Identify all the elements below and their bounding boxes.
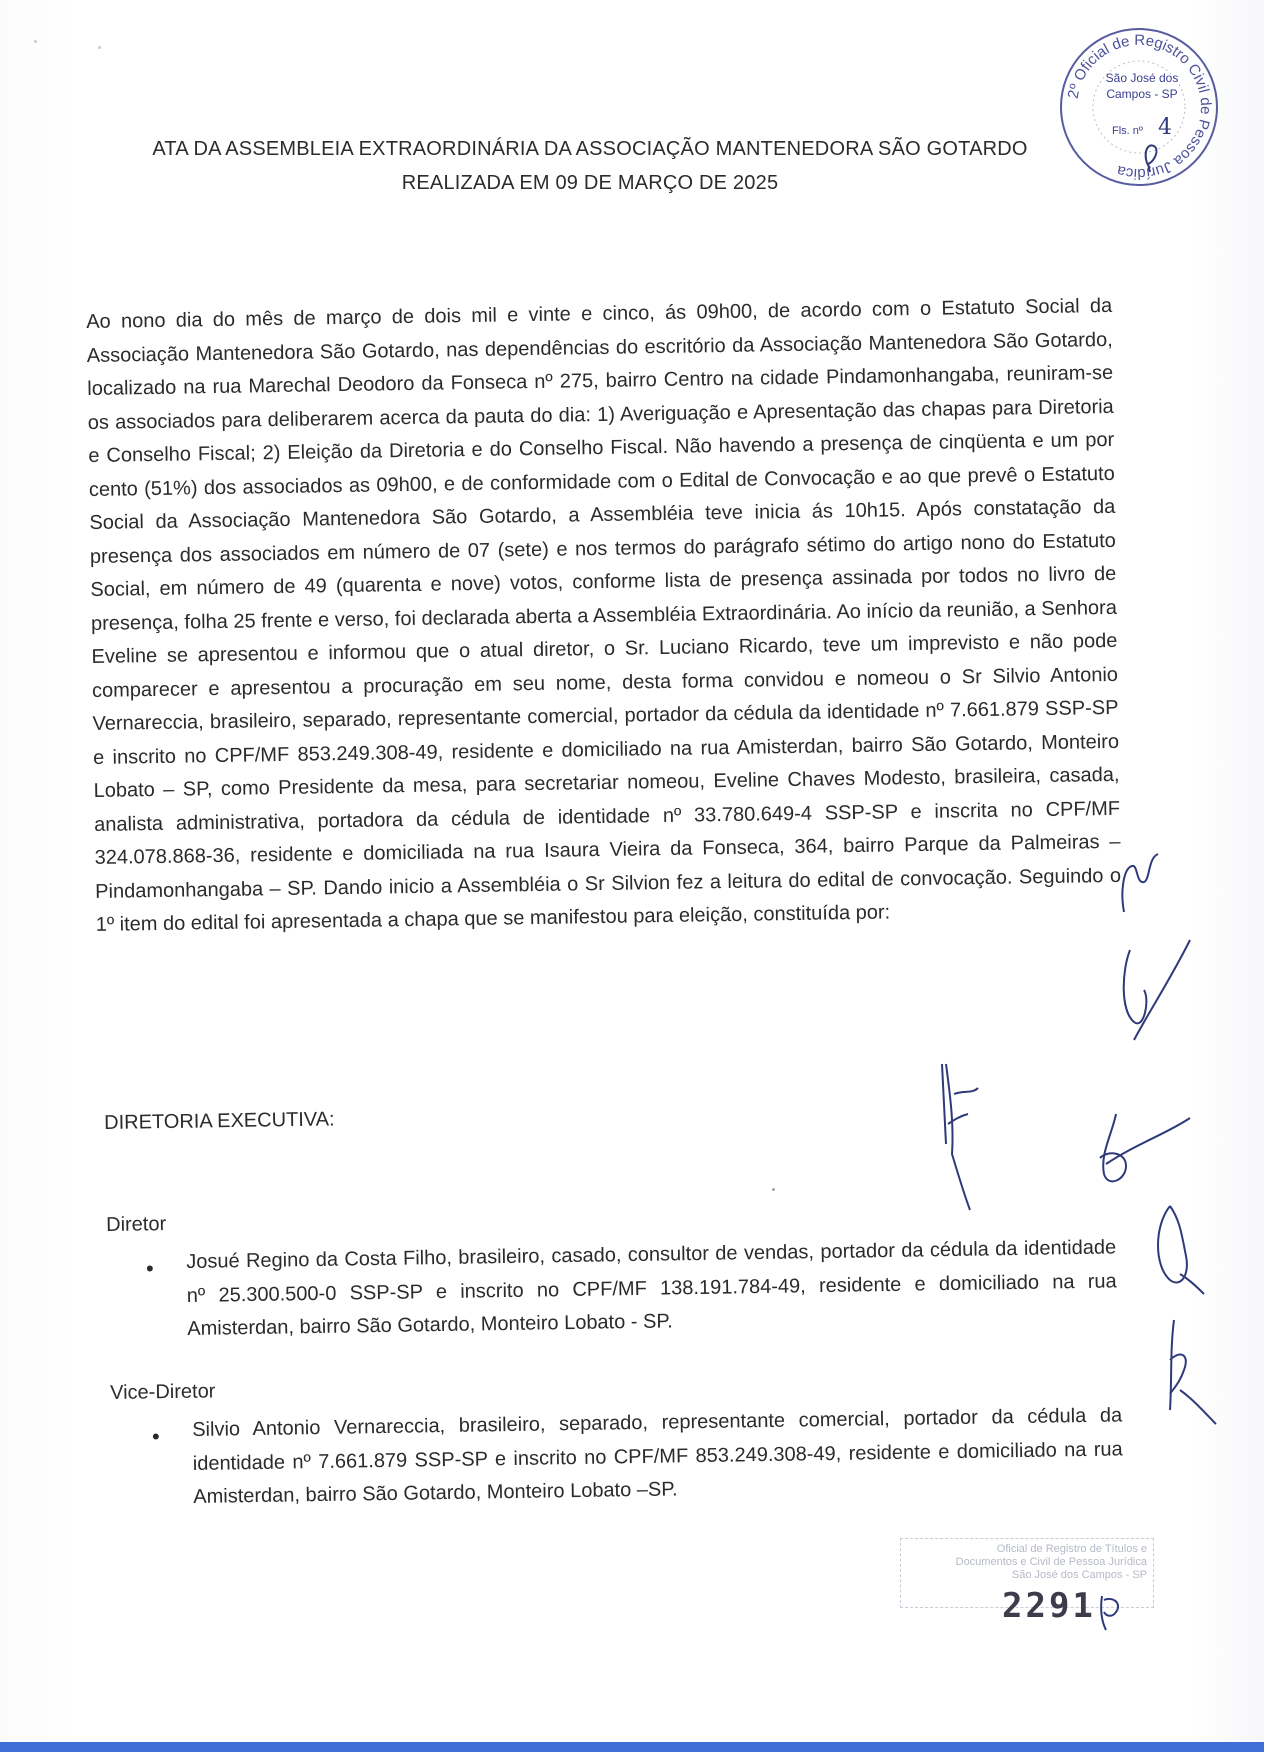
seal-city-line-1: São José dos	[1105, 71, 1179, 85]
minutes-body-paragraph: Ao nono dia do mês de março de dois mil e vinte e cinco, ás 09h00, de acordo com o Estatuto Social da Associação Mantenedora São Gotardo, nas dependências do escritório da Associação Mantenedora São Gotardo, localizado na rua Marechal Deodoro da Fonseca nº 275, bairro Centro na cidade Pindamonhangaba, reuniram-se os associados para deliberarem acerca da pauta do dia: 1) Averiguação e Apresentação das chapas para Diretoria e Conselho Fiscal; 2) Eleição da Diretoria e do Conselho Fiscal. Não havendo a presença de cinqüenta e um por cento (51%) dos associados as 09h00, e de conformidade com o Edital de Convocação e ao que prevê o Estatuto Social da Associação Mantenedora São Gotardo, a Assembléia teve inicia ás 10h15. Após constatação da presença dos associados em número de 07 (sete) e nos termos do parágrafo sétimo do artigo nono do Estatuto Social, em número de 49 (quarenta e nove) votos, conforme lista de presença assinada por todos no livro de presença, folha 25 frente e verso, foi declarada aberta a Assembléia Extraordinária. Ao início da reunião, a Senhora Eveline se apresentou e informou que o atual diretor, o Sr. Luciano Ricardo, teve um imprevisto e não pode comparecer e apresentou a procuração em seu nome, desta forma convidou e nomeou o Sr Silvio Antonio Vernareccia, brasileiro, separado, representante comercial, portador da cédula da identidade nº 7.661.879 SSP-SP e inscrito no CPF/MF 853.249.308-49, residente e domiciliado na rua Amisterdan, bairro São Gotardo, Monteiro Lobato – SP, como Presidente da mesa, para secretariar nomeou, Eveline Chaves Modesto, brasileira, casada, analista administrativa, portadora da cédula de identidade nº 33.780.649-4 SSP-SP e inscrita no CPF/MF 324.078.868-36, residente e domiciliada na rua Isaura Vieira da Fonseca, 364, bairro Parque da Palmeiras – Pindamonhangaba – SP. Dando inicio a Assembléia o Sr Silvion fez a leitura do edital de convocação. Seguindo o 1º item do edital foi apresentada a chapa que se manifestou para eleição, constituída por:	[86, 294, 1122, 936]
registry-number: 2291	[1002, 1586, 1096, 1626]
title-line-1: ATA DA ASSEMBLEIA EXTRAORDINÁRIA DA ASSOCIAÇÃO MANTENEDORA SÃO GOTARDO	[152, 138, 1028, 160]
seal-folio-label: Fls. nº	[1112, 125, 1143, 137]
member-vice-director: Silvio Antonio Vernareccia, brasileiro, separado, representante comercial, portador da cédula da identidade nº 7.661.879 SSP-SP e inscrito no CPF/MF 853.249.308-49, residente e domiciliado na rua Amisterdan, bairro São Gotardo, Monteiro Lobato –SP.	[192, 1404, 1123, 1508]
role-title-director: Diretor	[106, 1213, 167, 1236]
stamp-line-1: Oficial de Registro de Títulos e	[996, 1543, 1147, 1555]
scan-speck	[34, 40, 37, 43]
role-title-vice-director: Vice-Diretor	[110, 1380, 216, 1404]
seal-ring-text: 2º Oficial de Registro Civil de Pessoa Jurídica	[1064, 31, 1215, 183]
margin-initial-signature-1	[1110, 850, 1170, 920]
title-line-2: REALIZADA EM 09 DE MARÇO DE 2025	[401, 172, 779, 194]
document-title	[130, 132, 1050, 200]
list-bullet: •	[146, 1256, 154, 1281]
margin-signature-5	[1150, 1196, 1210, 1296]
margin-initial-signature-2	[1110, 930, 1200, 1050]
stamp-line-2: Documentos e Civil de Pessoa Jurídica	[955, 1556, 1147, 1568]
stamp-line-3: São José dos Campos - SP	[1011, 1569, 1147, 1581]
margin-signature-4	[1086, 1104, 1196, 1194]
scan-speck	[98, 46, 101, 49]
member-director: Josué Regino da Costa Filho, brasileiro, casado, consultor de vendas, portador da cédula da identidade nº 25.300.500-0 SSP-SP e inscrito no CPF/MF 138.191.784-49, residente e domiciliado na rua Amisterdan, bairro São Gotardo, Monteiro Lobato - SP.	[186, 1236, 1117, 1340]
scan-bottom-edge	[0, 1742, 1264, 1752]
list-bullet: •	[152, 1424, 160, 1449]
margin-signature-3	[924, 1054, 1004, 1214]
seal-folio-number: 4	[1158, 115, 1172, 140]
margin-signature-6	[1150, 1310, 1230, 1430]
seal-city-line-2: Campos - SP	[1106, 87, 1178, 101]
registry-seal	[1054, 22, 1224, 192]
section-heading-executive-board: DIRETORIA EXECUTIVA:	[104, 1108, 335, 1134]
registry-stamp-initial	[1092, 1590, 1132, 1636]
svg-text:2º Oficial de Registro Civil d	[1065, 32, 1215, 182]
scan-speck	[772, 1188, 775, 1191]
